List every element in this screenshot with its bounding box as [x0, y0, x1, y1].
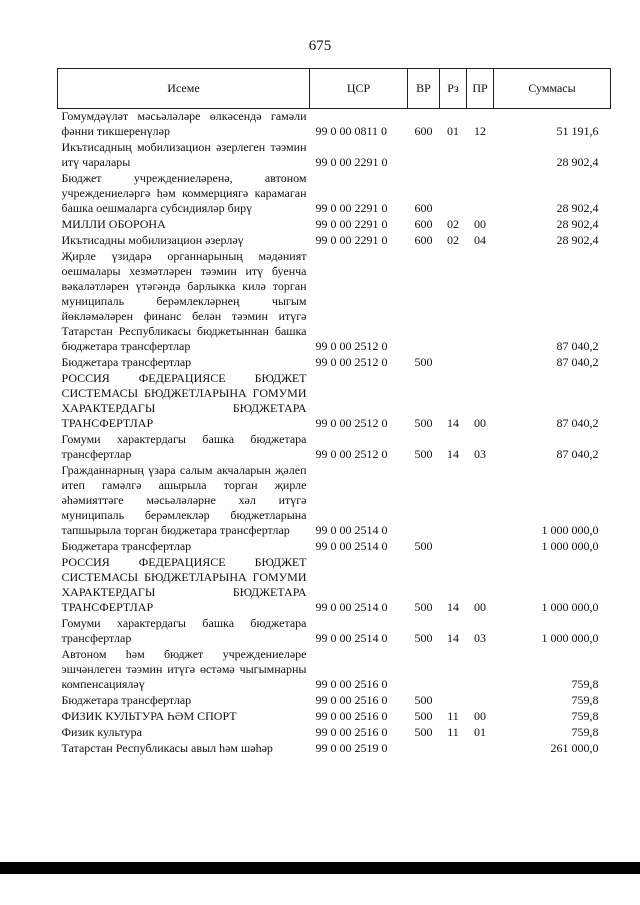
row-rz: [440, 249, 467, 355]
row-csr: 99 0 00 2516 0: [315, 725, 388, 739]
row-pr: 00: [474, 600, 486, 614]
row-rz: 11: [447, 725, 459, 739]
table-row: [58, 249, 611, 355]
row-sum: 28 902,4: [556, 233, 599, 247]
row-rz: [440, 463, 467, 539]
row-sum: 51 191,6: [556, 124, 599, 138]
row-csr: 99 0 00 2516 0: [315, 709, 388, 723]
row-sum: 28 902,4: [556, 201, 599, 215]
table-row: [58, 432, 611, 463]
table-row: [58, 709, 611, 725]
row-rz: 02: [447, 233, 459, 247]
header-sum: Суммасы: [494, 69, 611, 109]
row-pr: [467, 140, 494, 171]
row-name: Бюджетара трансфертлар: [61, 355, 192, 369]
table-row: [58, 355, 611, 371]
row-pr: 00: [474, 416, 486, 430]
row-rz: [440, 693, 467, 709]
row-vr: 500: [414, 539, 433, 553]
row-csr: 99 0 00 2514 0: [315, 539, 388, 553]
scan-bottom-bar: [0, 862, 640, 874]
row-sum: 1 000 000,0: [541, 523, 599, 537]
row-csr: 99 0 00 2514 0: [315, 631, 388, 645]
row-sum: 261 000,0: [550, 741, 599, 755]
row-name: Гражданнарның үзара салым акчаларын җәлеп итеп гамәлгә ашырыла торган җирле әһәмияттәге мәсьәләләрне хәл итүгә муниципаль берәмлекләр бюджетларына тапшырыла торган бюджетара трансфертлар: [61, 463, 307, 537]
row-pr: [467, 741, 494, 757]
row-csr: 99 0 00 2291 0: [315, 233, 388, 247]
row-rz: [440, 539, 467, 555]
row-pr: 04: [474, 233, 486, 247]
row-pr: [467, 693, 494, 709]
row-rz: 14: [447, 631, 459, 645]
row-rz: 11: [447, 709, 459, 723]
row-sum: 1 000 000,0: [541, 539, 599, 553]
row-csr: 99 0 00 2516 0: [315, 677, 388, 691]
row-vr: [408, 647, 440, 693]
row-name: Гомуми характердагы башка бюджетара трансфертлар: [61, 432, 307, 461]
row-name: РОССИЯ ФЕДЕРАЦИЯСЕ БЮДЖЕТ СИСТЕМАСЫ БЮДЖЕТЛАРЫНА ГОМУМИ ХАРАКТЕРДАГЫ БЮДЖЕТАРА ТРАНСФЕРТЛАР: [61, 555, 307, 614]
row-name: Гомумдәүләт мәсьәләләре өлкәсендә гамәли фәнни тикшеренүләр: [61, 109, 307, 138]
row-pr: [467, 539, 494, 555]
row-name: Икътисадның мобилизацион әзерлеген тәэмин итү чаралары: [61, 140, 307, 169]
row-pr: [467, 355, 494, 371]
row-rz: [440, 171, 467, 217]
row-name: ФИЗИК КУЛЬТУРА ҺӘМ СПОРТ: [61, 709, 237, 723]
row-sum: 87 040,2: [556, 447, 599, 461]
row-name: Бюджет учреждениеләренә, автоном учреждениеләргә һәм коммерциягә карамаган башка оешмаларга субсидияләр бирү: [61, 171, 307, 215]
row-vr: [408, 463, 440, 539]
row-name: МИЛЛИ ОБОРОНА: [61, 217, 166, 231]
row-rz: 01: [447, 124, 459, 138]
row-vr: 500: [414, 709, 433, 723]
row-sum: 87 040,2: [556, 355, 599, 369]
page-number: 675: [308, 38, 332, 54]
row-vr: 600: [414, 233, 433, 247]
row-sum: 759,8: [571, 693, 599, 707]
header-csr: ЦСР: [310, 69, 408, 109]
row-rz: [440, 140, 467, 171]
row-vr: [408, 741, 440, 757]
table-row: [58, 217, 611, 233]
row-vr: 500: [414, 600, 433, 614]
row-csr: 99 0 00 2519 0: [315, 741, 388, 755]
table-row: [58, 140, 611, 171]
row-pr: 01: [474, 725, 486, 739]
row-vr: 500: [414, 693, 433, 707]
row-name: Бюджетара трансфертлар: [61, 539, 192, 553]
row-rz: [440, 741, 467, 757]
row-pr: [467, 249, 494, 355]
table-row: [58, 647, 611, 693]
row-vr: [408, 140, 440, 171]
budget-table: [57, 68, 611, 757]
row-name: Икътисадны мобилизацион әзерләү: [61, 233, 244, 247]
row-sum: 28 902,4: [556, 155, 599, 169]
row-csr: 99 0 00 2512 0: [315, 416, 388, 430]
row-sum: 759,8: [571, 709, 599, 723]
row-vr: 500: [414, 447, 433, 461]
row-sum: 759,8: [571, 725, 599, 739]
row-vr: 500: [414, 725, 433, 739]
row-rz: [440, 355, 467, 371]
row-pr: [467, 463, 494, 539]
row-csr: 99 0 00 2514 0: [315, 600, 388, 614]
header-pr: ПР: [467, 69, 494, 109]
row-csr: 99 0 00 2512 0: [315, 355, 388, 369]
table-header-row: [58, 69, 611, 109]
row-csr: 99 0 00 2512 0: [315, 447, 388, 461]
row-name: Җирле үзидарә органнарының мәдәният оешмалары хезмәтләрен тәэмин итү буенча вәкаләтләрен үтәгәндә барлыкка килә торган муниципаль берәмлекләрнең чыгым йөкләмәләрен финанс белән тәэмин итүгә Татарстан Республикасы бюджетыннан башка бюджетара трансфертлар: [61, 249, 307, 353]
row-rz: 14: [447, 416, 459, 430]
row-name: Физик культура: [61, 725, 142, 739]
row-csr: 99 0 00 2516 0: [315, 693, 388, 707]
row-rz: 14: [447, 600, 459, 614]
row-sum: 1 000 000,0: [541, 631, 599, 645]
row-name: Автоном һәм бюджет учреждениеләре эшчәнлеген тәэмин итүгә өстәмә чыгымнарны компенсацияләү: [61, 647, 307, 691]
header-vr: ВР: [408, 69, 440, 109]
header-name: Исеме: [58, 69, 310, 109]
row-rz: 02: [447, 217, 459, 231]
row-vr: 500: [414, 355, 433, 369]
row-sum: 87 040,2: [556, 339, 599, 353]
table-row: [58, 616, 611, 647]
row-pr: 00: [474, 217, 486, 231]
table-row: [58, 171, 611, 217]
row-sum: 1 000 000,0: [541, 600, 599, 614]
header-rz: Рз: [440, 69, 467, 109]
row-pr: 12: [474, 124, 486, 138]
row-pr: 00: [474, 709, 486, 723]
table-row: [58, 371, 611, 432]
row-vr: [408, 249, 440, 355]
row-sum: 759,8: [571, 677, 599, 691]
table-row: [58, 693, 611, 709]
row-vr: 600: [414, 201, 433, 215]
row-sum: 87 040,2: [556, 416, 599, 430]
row-vr: 500: [414, 631, 433, 645]
row-csr: 99 0 00 2291 0: [315, 155, 388, 169]
row-rz: 14: [447, 447, 459, 461]
row-pr: [467, 171, 494, 217]
table-row: [58, 741, 611, 757]
row-csr: 99 0 00 2291 0: [315, 217, 388, 231]
row-name: Бюджетара трансфертлар: [61, 693, 192, 707]
table-row: [58, 555, 611, 616]
row-csr: 99 0 00 0811 0: [315, 124, 388, 138]
row-csr: 99 0 00 2514 0: [315, 523, 388, 537]
table-row: [58, 725, 611, 741]
row-name: Гомуми характердагы башка бюджетара трансфертлар: [61, 616, 307, 645]
table-row: [58, 539, 611, 555]
table-row: [58, 109, 611, 141]
row-vr: 500: [414, 416, 433, 430]
row-pr: 03: [474, 447, 486, 461]
row-sum: 28 902,4: [556, 217, 599, 231]
row-name: Татарстан Республикасы авыл һәм шәһәр: [61, 741, 273, 755]
table-row: [58, 233, 611, 249]
row-csr: 99 0 00 2291 0: [315, 201, 388, 215]
row-rz: [440, 647, 467, 693]
row-pr: 03: [474, 631, 486, 645]
row-csr: 99 0 00 2512 0: [315, 339, 388, 353]
row-vr: 600: [414, 217, 433, 231]
table-row: [58, 463, 611, 539]
row-vr: 600: [414, 124, 433, 138]
row-pr: [467, 647, 494, 693]
row-name: РОССИЯ ФЕДЕРАЦИЯСЕ БЮДЖЕТ СИСТЕМАСЫ БЮДЖЕТЛАРЫНА ГОМУМИ ХАРАКТЕРДАГЫ БЮДЖЕТАРА ТРАНСФЕРТЛАР: [61, 371, 307, 430]
